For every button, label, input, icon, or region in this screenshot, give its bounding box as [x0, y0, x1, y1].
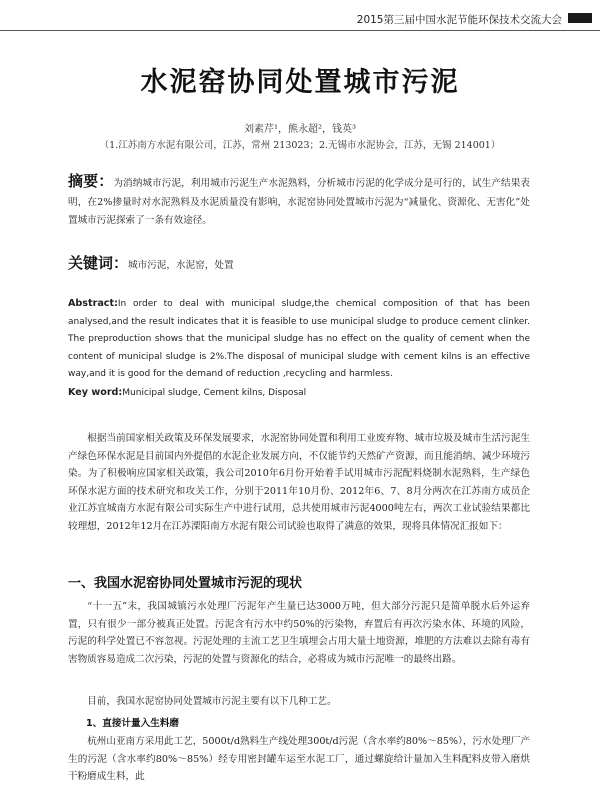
intro-paragraph: 根据当前国家相关政策及环保发展要求，水泥窑协同处置和利用工业废弃物、城市垃圾及城市生活污泥生产绿色环保水泥是目前国内外提倡的水泥企业发展方向，不仅能节约天然矿产资源，而且能消纳、减少环境污染。为了积极响应国家相关政策，我公司2010年6月份开始着手试用城市污泥配料烧制水泥熟料，生产绿色环保水泥方面的技术研究和攻关工作，分别于2011年10月份、2012年6、7、8月分两次在江苏南方成员企业江苏宜城南方水泥有限公司实际生产中进行试用，总共使用城市污泥4000吨左右，两次工业试验结果都比较理想，2012年12月在江苏溧阳南方水泥有限公司试验也取得了满意的效果，现将具体情况汇报如下： [68, 433, 530, 532]
affiliation-line: （1.江苏南方水泥有限公司，江苏，常州 213023；2.无锡市水泥协会，江苏，无锡 214001） [99, 140, 501, 151]
abstract-cn [68, 172, 530, 231]
section-1-paragraph-2: 目前，我国水泥窑协同处置城市污泥主要有以下几种工艺。 [87, 696, 337, 707]
section-1-heading: 一、我国水泥窑协同处置城市污泥的现状 [68, 576, 303, 591]
keywords-en-text: Municipal sludge, Cement kilns, Disposal [122, 388, 307, 398]
keywords-en [68, 384, 530, 403]
keywords-en-label: Key word: [68, 387, 123, 398]
abstract-en-text: In order to deal with municipal sludge,the chemical composition of that has been analysed,and the result indicates that it is feasible to use municipal sludge to produce cement clinker. The preproduction shows that the municipal sludge has no effect on the quality of cement when the content of municipal sludge is 2%.The disposal of municipal sludge with cement kilns is an effective way,and it is good for the demand of reduction ,recycling and harmless. [68, 299, 530, 379]
abstract-en-label: Abstract: [68, 298, 118, 309]
header-divider [0, 30, 600, 31]
abstract-cn-label: 摘要： [68, 172, 114, 190]
abstract-cn-text: 为消纳城市污泥，利用城市污泥生产水泥熟料，分析城市污泥的化学成分是可行的，试生产结果表明，在2%掺量时对水泥熟料及水泥质量没有影响，水泥窑协同处置城市污泥为“减量化、资源化、无害化”处置城市污泥探索了一条有效途径。 [68, 178, 530, 226]
keywords-cn-text: 城市污泥，水泥窑，处置 [128, 260, 234, 271]
keywords-cn-label: 关键词： [68, 254, 129, 272]
subsection-1-heading: 1、直接计量入生料磨 [86, 718, 180, 729]
abstract-en [68, 295, 530, 384]
section-1-paragraph-1: “十一五”末，我国城镇污水处理厂污泥年产生量已达3000万吨，但大部分污泥只是简单脱水后外运弃置，只有很少一部分被真正处置。污泥含有污水中约50%的污染物，弃置后有再次污染水体、环境的风险，污泥的科学处置已不容忽视。污泥处理的主流工艺卫生填埋会占用大量土地资源，堆肥的方法难以去除有毒有害物质容易造成二次污染，污泥的处置与资源化的结合，必将成为城市污泥唯一的最终出路。 [68, 601, 530, 665]
conference-name: 2015第三届中国水泥节能环保技术交流大会 [356, 14, 562, 26]
keywords-cn [68, 254, 530, 276]
author-line: 刘素芹¹，熊永超²，钱英³ [243, 124, 357, 135]
header-marker [568, 13, 592, 23]
subsection-1-text: 杭州山亚南方采用此工艺，5000t/d熟料生产线处理300t/d污泥（含水率约80%～85%），污水处理厂产生的污泥（含水率约80%～85%）经专用密封罐车运至水泥工厂，通过螺旋给计量加入生料配料皮带入磨烘干粉磨成生料，此 [68, 736, 530, 783]
paper-title: 水泥窑协同处置城市污泥 [140, 67, 460, 98]
